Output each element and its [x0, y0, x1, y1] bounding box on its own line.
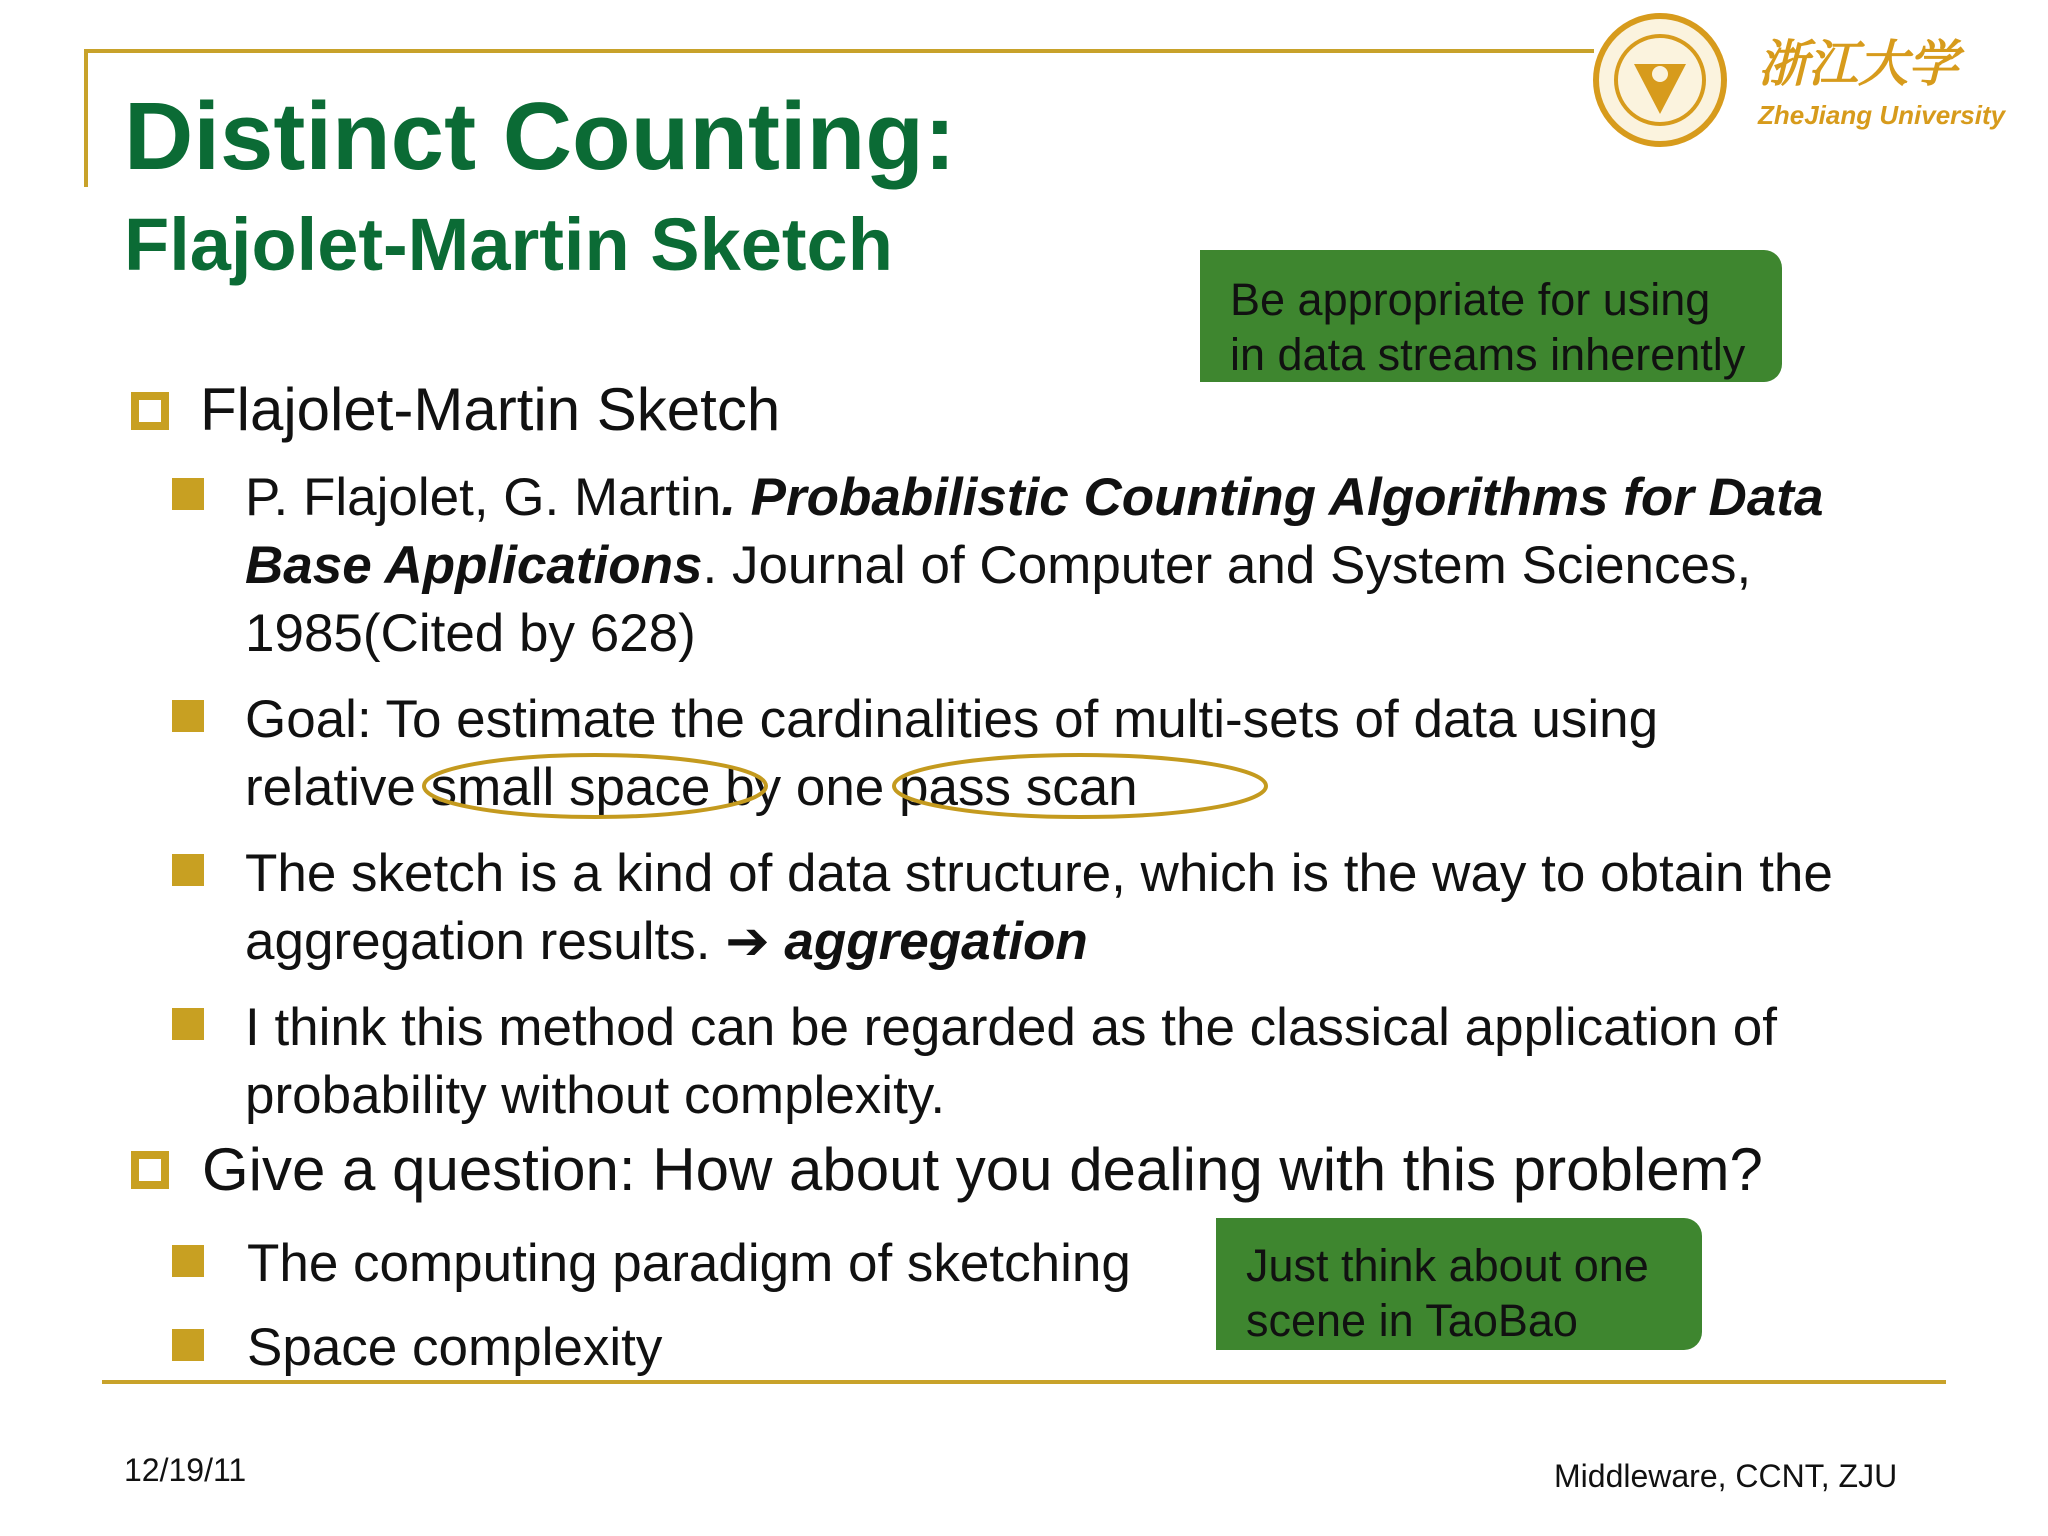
bullet-square-icon: [172, 1245, 204, 1277]
right-arrow-icon: ➔: [725, 912, 770, 971]
ref-year: 1985(Cited by 628): [245, 604, 696, 663]
slide-title: Distinct Counting:: [124, 83, 956, 190]
goal-prefix: relative: [245, 758, 431, 817]
highlight-small-space: small space: [430, 758, 711, 817]
frame-top-rule: [84, 49, 1594, 53]
think-text: [245, 994, 1777, 1130]
bullet-box-icon: [131, 392, 169, 430]
goal-mid: by: [710, 758, 796, 817]
sketch-emphasis: aggregation: [784, 912, 1088, 971]
university-logo: [1590, 10, 2030, 150]
question-item-1: [247, 1230, 1131, 1298]
question-item-text: The computing paradigm of sketching: [247, 1234, 1131, 1293]
question-item-text: Space complexity: [247, 1318, 663, 1377]
callout-line: Be appropriate for using: [1230, 274, 1711, 325]
goal-line-1: Goal: To estimate the cardinalities of multi-sets of data using: [245, 690, 1659, 749]
ref-title-part-b: Base Applications: [245, 536, 703, 595]
bullet-square-icon: [172, 1008, 204, 1040]
slide-subtitle: Flajolet-Martin Sketch: [124, 203, 893, 286]
bullet-square-icon: [172, 854, 204, 886]
think-line-1: I think this method can be regarded as the classical application of: [245, 998, 1778, 1057]
question-item-2: [247, 1314, 662, 1382]
footer-source: Middleware, CCNT, ZJU: [1554, 1458, 1898, 1494]
logo-text-chinese: 浙江大学: [1758, 34, 1958, 93]
frame-bottom-rule: [102, 1380, 1946, 1384]
bullet-heading: Flajolet-Martin Sketch: [200, 376, 781, 443]
callout-line: Just think about one: [1246, 1240, 1649, 1291]
goal-text: [245, 686, 1658, 822]
bullet-square-icon: [172, 478, 204, 510]
bullet-square-icon: [172, 700, 204, 732]
sketch-text: [245, 840, 1833, 976]
logo-text-english: ZheJiang University: [1758, 100, 2006, 130]
callout-line: in data streams inherently: [1230, 329, 1746, 380]
think-line-2: probability without complexity.: [245, 1066, 946, 1125]
university-seal-icon: [1590, 10, 1750, 150]
callout-line: scene in TaoBao: [1246, 1295, 1578, 1346]
footer-date: 12/19/11: [124, 1452, 247, 1488]
callout-data-streams: [1200, 250, 1782, 382]
question-heading: Give a question: How about you dealing with this problem?: [202, 1136, 1763, 1203]
bullet-square-icon: [172, 1329, 204, 1361]
sketch-line-1: The sketch is a kind of data structure, which is the way to obtain the: [245, 844, 1833, 903]
callout-taobao: [1216, 1218, 1702, 1350]
reference-text: [245, 464, 1823, 668]
bullet-box-icon: [131, 1151, 169, 1189]
ref-journal: . Journal of Computer and System Sciences,: [702, 536, 1752, 595]
highlight-one-pass-scan: one pass scan: [795, 758, 1138, 817]
ref-authors: P. Flajolet, G. Martin: [245, 468, 722, 527]
ref-title-part-a: . Probabilistic Counting Algorithms for Data: [721, 468, 1824, 527]
sketch-prefix: aggregation results.: [245, 912, 726, 971]
frame-left-rule: [84, 49, 88, 187]
